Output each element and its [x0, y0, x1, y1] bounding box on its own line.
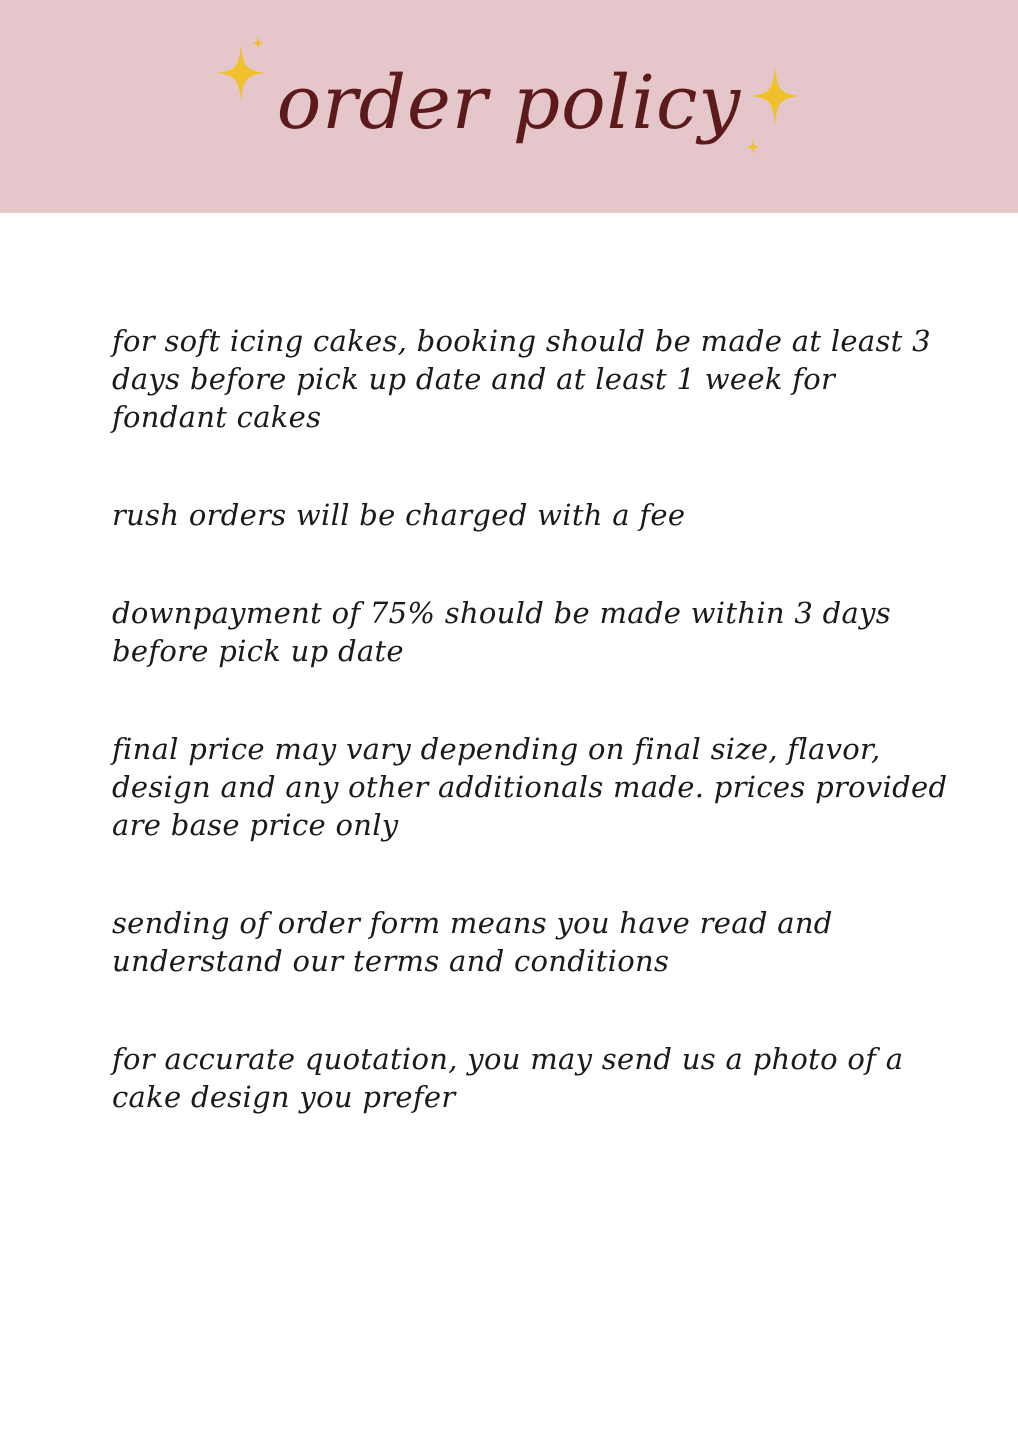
policy-item: for soft icing cakes, booking should be made at least 3 days before pick up date and at least 1 week for fondant cakes	[112, 324, 931, 434]
policy-item: final price may vary depending on final size, flavor, design and any other additionals made. prices provided are base price only	[112, 732, 948, 842]
page-title: order policy	[276, 60, 742, 146]
policy-item: rush orders will be charged with a fee	[112, 498, 686, 532]
header-banner	[0, 0, 1018, 213]
sparkle-icon	[252, 36, 264, 50]
policy-item: downpayment of 75% should be made within 3 days before pick up date	[112, 596, 891, 668]
policy-item: for accurate quotation, you may send us a photo of a cake design you prefer	[112, 1042, 904, 1114]
policy-list	[112, 322, 952, 1176]
policy-item: sending of order form means you have read and understand our terms and conditions	[112, 906, 833, 978]
